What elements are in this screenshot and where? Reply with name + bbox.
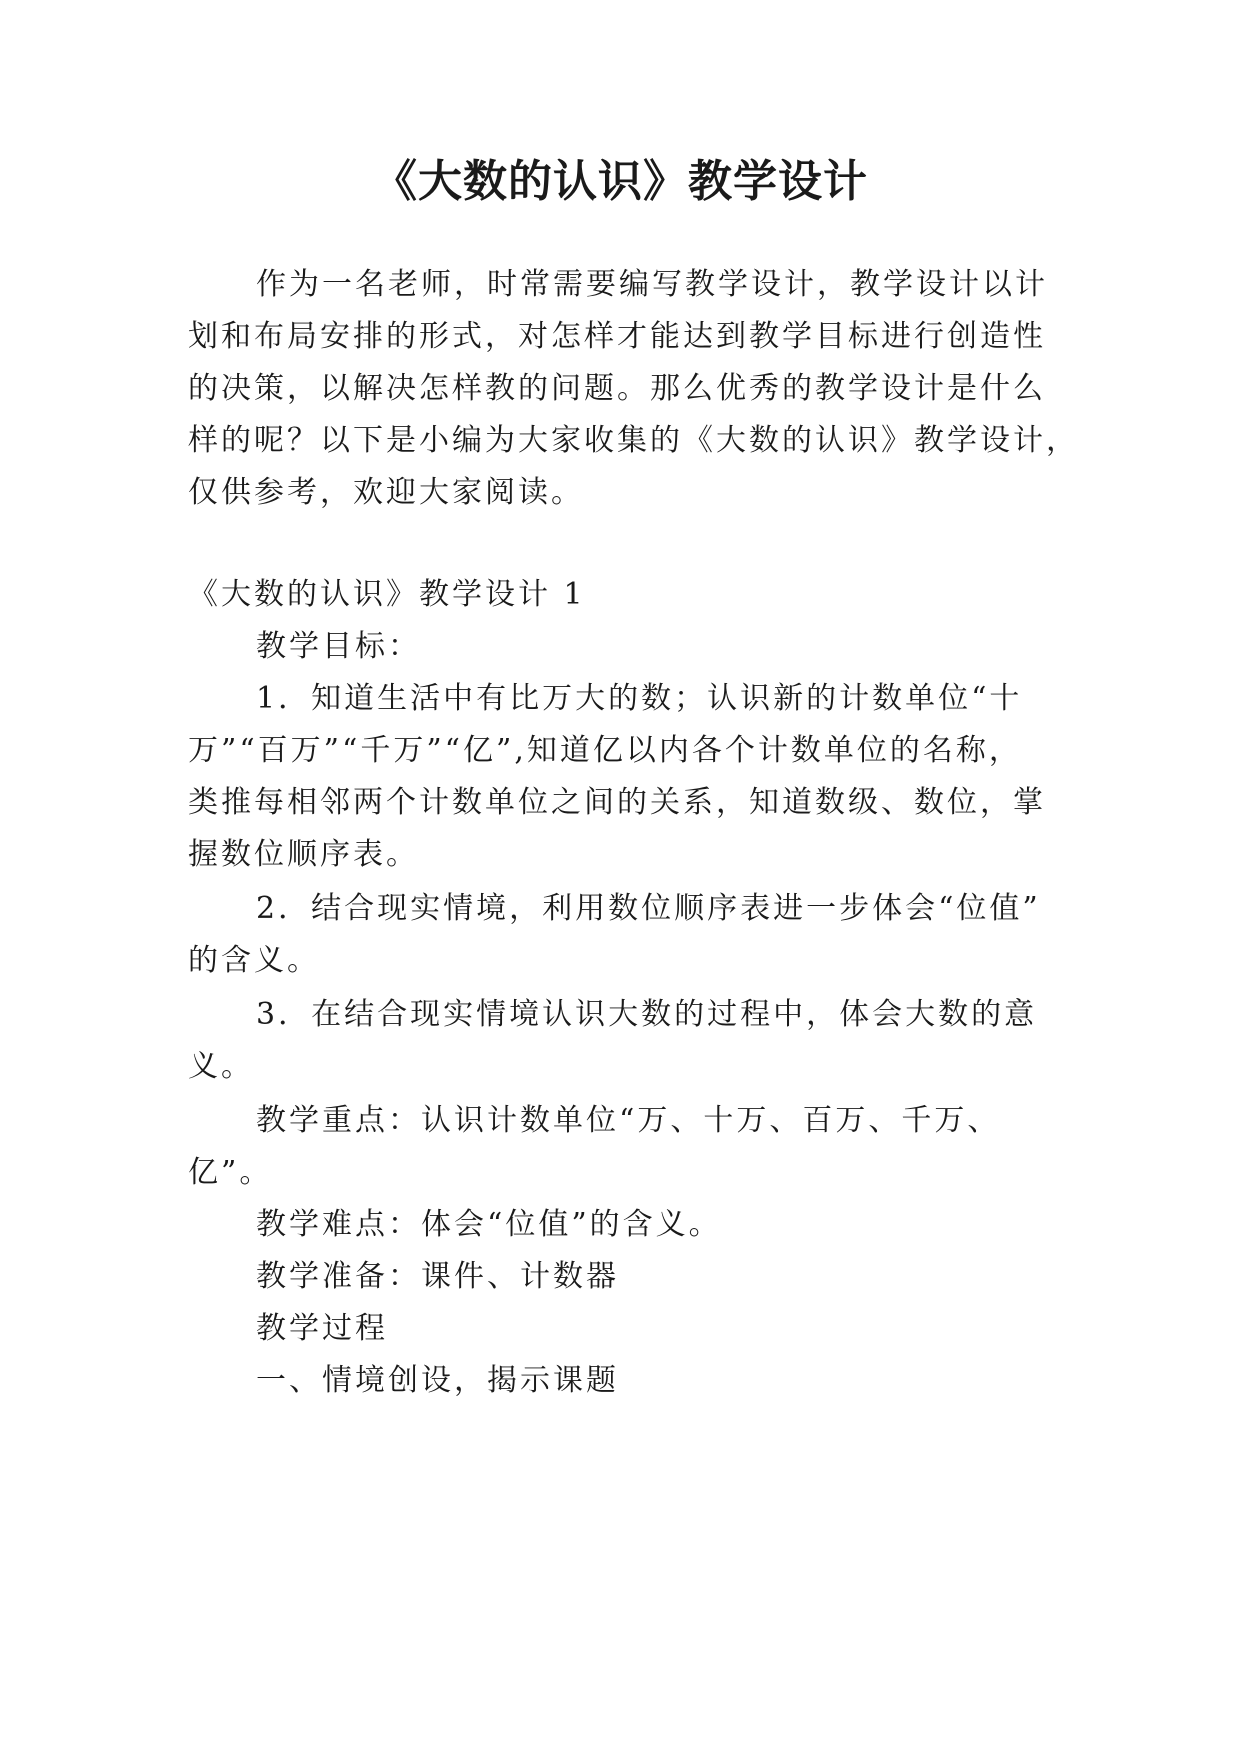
objective-1-line-4: 握数位顺序表。: [188, 837, 419, 872]
document-title: 《大数的认识》教学设计: [373, 156, 868, 207]
objective-2-line-2: 的含义。: [188, 943, 320, 978]
objective-1-line-1: 1．知道生活中有比万大的数；认识新的计数单位“十: [256, 681, 1023, 716]
intro-line-1: 作为一名老师，时常需要编写教学设计，教学设计以计: [256, 267, 1048, 302]
objective-3-line-2: 义。: [188, 1049, 254, 1084]
objectives-heading: 教学目标：: [256, 629, 421, 664]
objective-1-line-3: 类推每相邻两个计数单位之间的关系，知道数级、数位，掌: [188, 785, 1046, 820]
process-heading: 教学过程: [256, 1311, 388, 1346]
objective-1-line-2: 万”“百万”“千万”“亿”,知道亿以内各个计数单位的名称，: [188, 733, 1022, 768]
objective-3-line-1: 3．在结合现实情境认识大数的过程中，体会大数的意: [256, 997, 1038, 1032]
section-heading: 《大数的认识》教学设计 1: [188, 577, 586, 612]
intro-line-4: 样的呢？以下是小编为大家收集的《大数的认识》教学设计，: [188, 423, 1079, 458]
intro-line-2: 划和布局安排的形式，对怎样才能达到教学目标进行创造性: [188, 319, 1046, 354]
key-point-line-1: 教学重点：认识计数单位“万、十万、百万、千万、: [256, 1103, 1001, 1138]
difficulty-line: 教学难点：体会“位值”的含义。: [256, 1207, 722, 1242]
intro-line-3: 的决策，以解决怎样教的问题。那么优秀的教学设计是什么: [188, 371, 1046, 406]
intro-line-5: 仅供参考，欢迎大家阅读。: [188, 475, 584, 510]
key-point-line-2: 亿”。: [188, 1155, 273, 1190]
preparation-line: 教学准备：课件、计数器: [256, 1259, 619, 1294]
objective-2-line-1: 2．结合现实情境，利用数位顺序表进一步体会“位值”: [256, 891, 1041, 926]
step-1-heading: 一、情境创设，揭示课题: [256, 1363, 619, 1398]
